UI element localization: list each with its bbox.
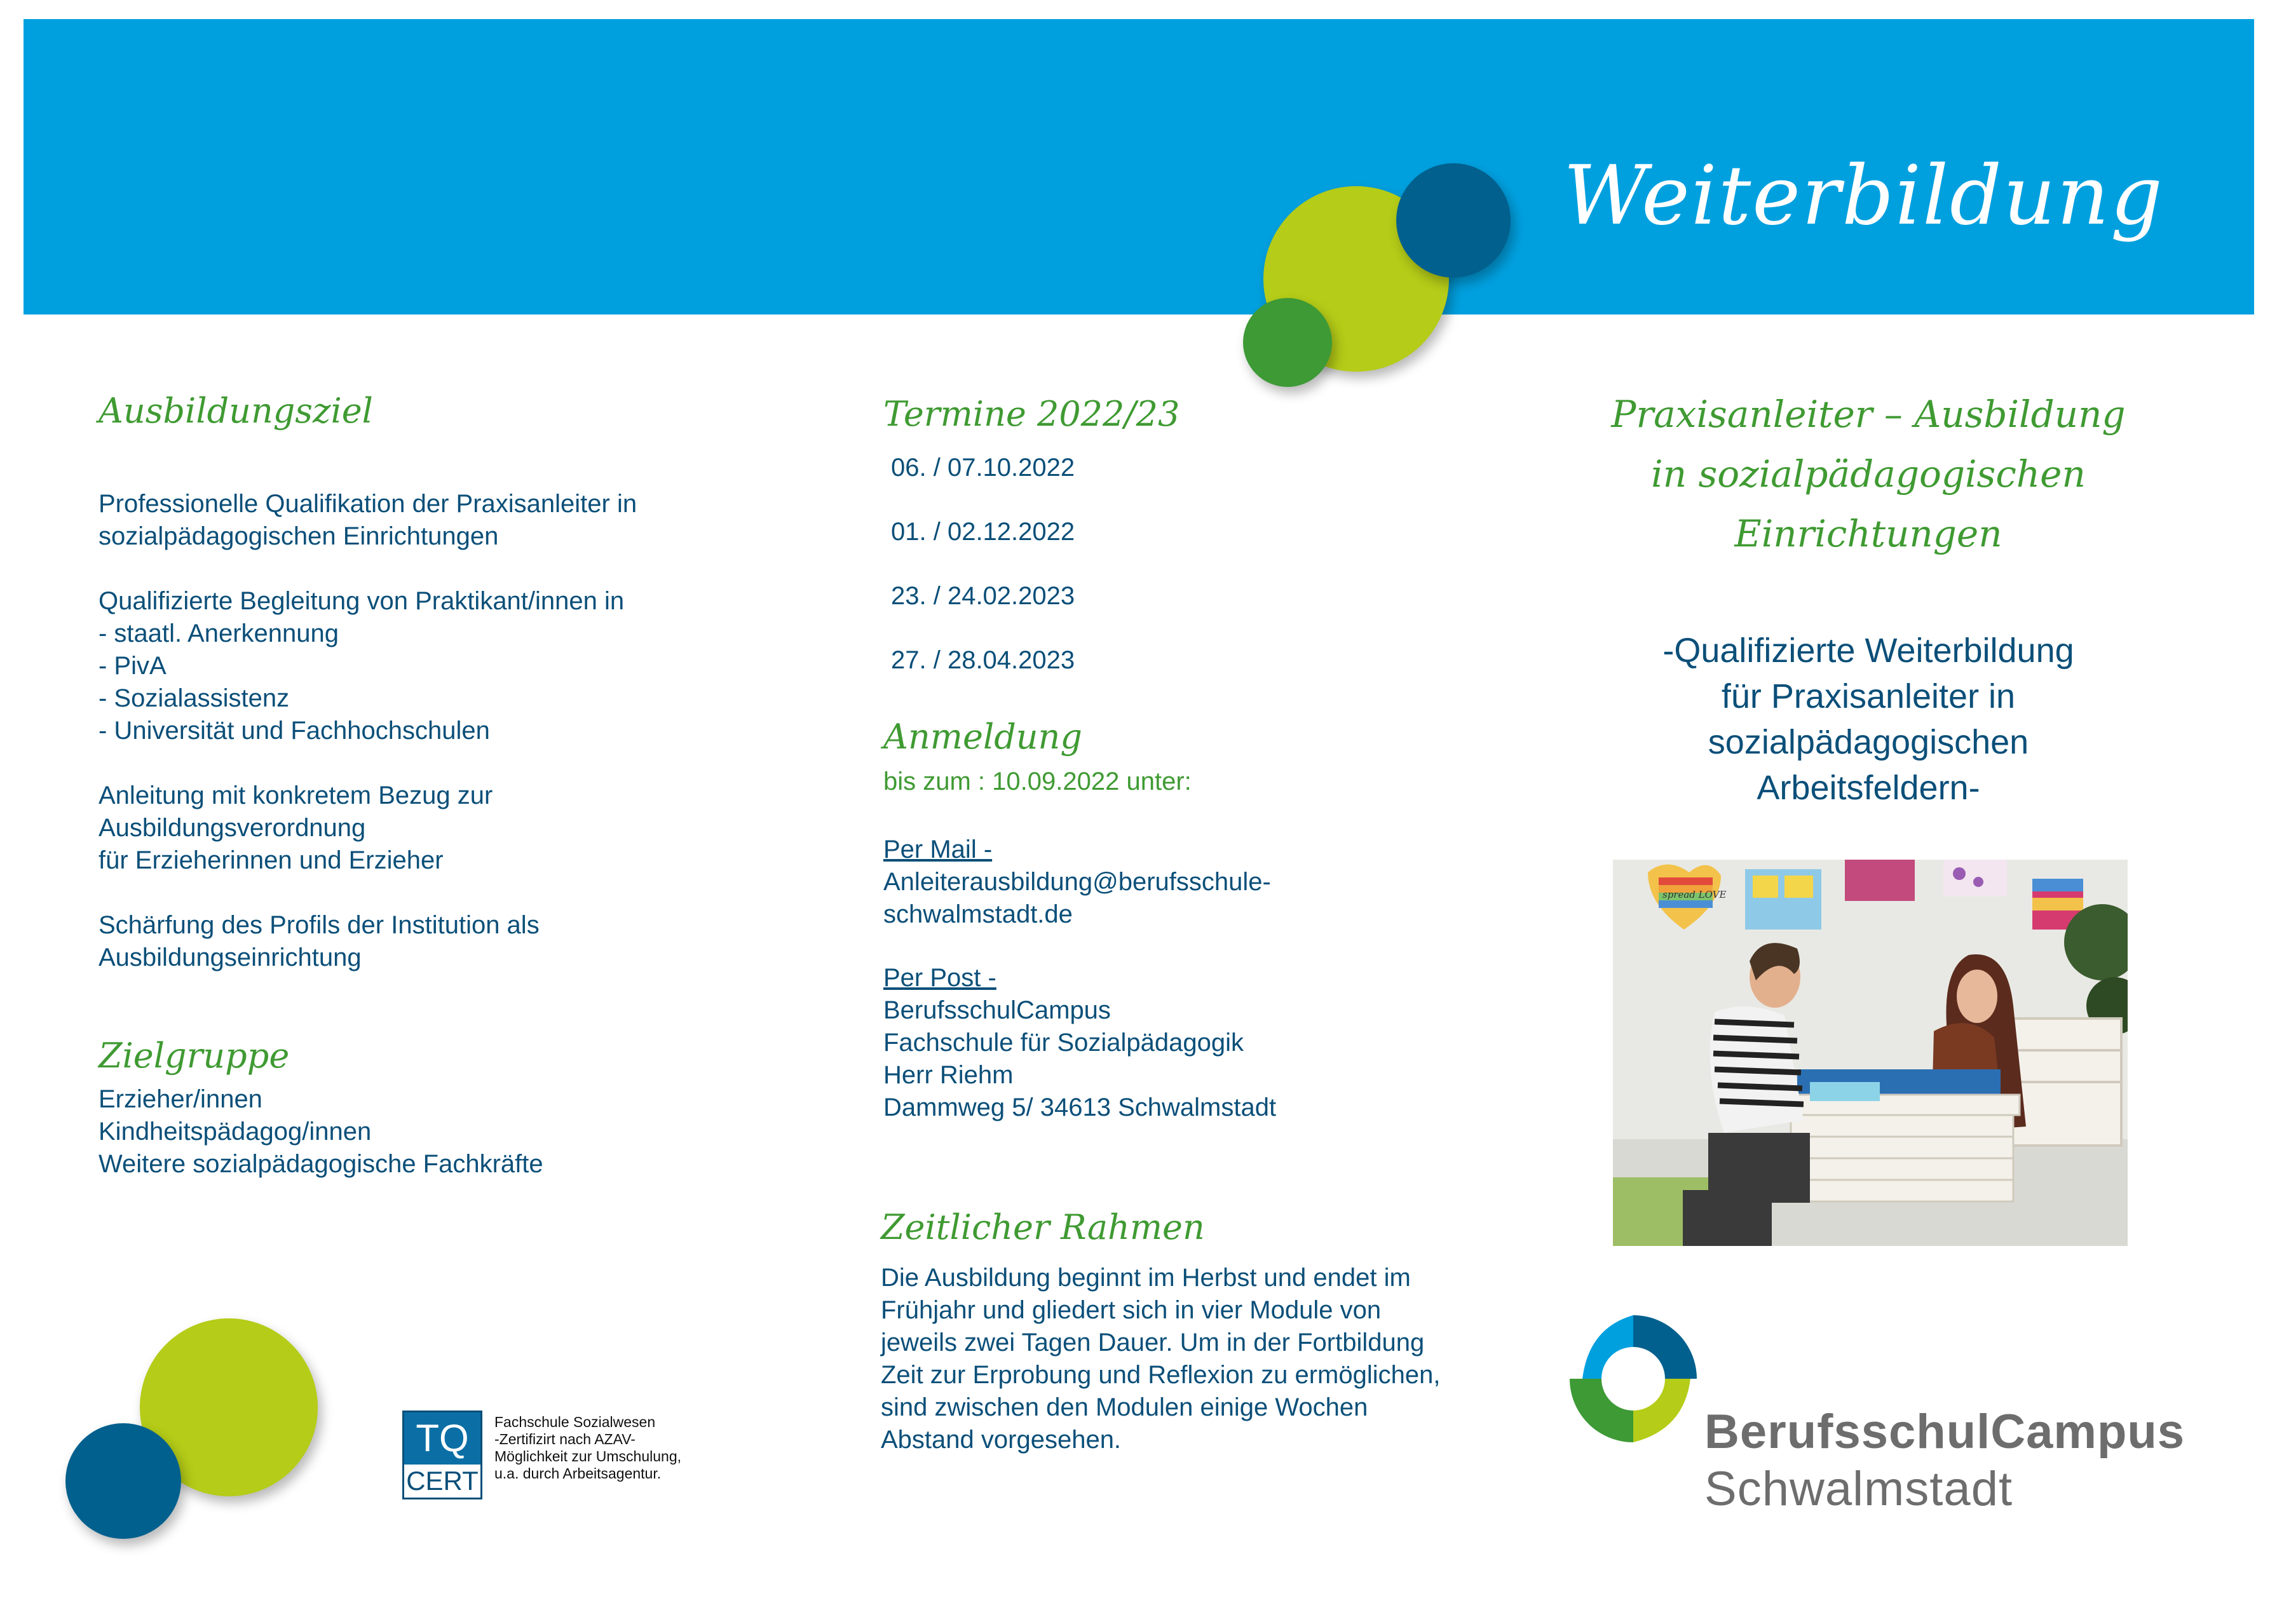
course-title: Praxisanleiter – Ausbildung in sozialpädagogischen Einrichtungen [1611,393,2126,555]
goal-paragraph: Anleitung mit konkretem Bezug zur Ausbildungsverordnung für Erzieherinnen und Erzieher [99,782,493,874]
dark-blue-circle [65,1423,181,1539]
tq-cert-logo [402,1411,482,1499]
logo-name-bold: BerufsschulCampus [1704,1405,2185,1459]
registration-heading: Anmeldung [883,717,1082,757]
post-address: BerufsschulCampus Fachschule für Sozialpädagogik Herr Riehm Dammweg 5/ 34613 Schwalmstadt [883,996,1277,1121]
dates-heading: Termine 2022/23 [883,394,1180,434]
photo-illustration [1613,860,2128,1246]
tq-logo-bottom: CERT [406,1466,479,1496]
logo-name-regular: Schwalmstadt [1704,1462,2013,1516]
target-group-list: Erzieher/innen Kindheitspädagog/innen Weitere sozialpädagogische Fachkräfte [99,1085,543,1178]
date-item: 06. / 07.10.2022 [891,454,1075,482]
date-item: 23. / 24.02.2023 [891,582,1075,610]
timeframe-heading: Zeitlicher Rahmen [881,1207,1205,1247]
green-circle [1243,298,1332,387]
dark-blue-circle [1396,163,1511,278]
dates-list [891,452,1075,709]
date-item: 01. / 02.12.2022 [891,518,1075,546]
goal-heading: Ausbildungsziel [99,391,373,431]
goal-section [99,488,798,974]
timeframe-text: Die Ausbildung beginnt im Herbst und endet im Frühjahr und gliedert sich in vier Module von jeweils zwei Tagen Dauer. Um in der Fortbildung Zeit zur Erprobung und Reflexion zu ermöglichen, sind zwischen den Modulen einige Wochen Abstand vorgesehen. [881,1264,1441,1454]
date-item: 27. / 28.04.2023 [891,646,1075,674]
certification-text: Fachschule Sozialwesen -Zertifizirt nach AZAV- Möglichkeit zur Umschulung, u.a. durch Arbeitsagentur. [494,1414,682,1482]
course-photo [1613,860,2128,1246]
banner-title: Weiterbildung [1563,149,2164,243]
poster-text: spread LOVE [1662,889,1727,900]
target-group-heading: Zielgruppe [99,1036,290,1076]
registration-post [883,962,1519,1124]
goal-paragraph: Professionelle Qualifikation der Praxisanleiter in sozialpädagogischen Einrichtungen [99,490,637,550]
tq-logo-top: TQ [404,1412,480,1465]
campus-logo-icon [1557,1303,1709,1455]
goal-paragraph: Schärfung des Profils der Institution als Ausbildungseinrichtung [99,911,540,971]
goal-paragraph: Qualifizierte Begleitung von Praktikant/innen in - staatl. Anerkennung - PivA - Sozialassistenz - Universität und Fachhochschulen [99,587,625,745]
course-subtitle: -Qualifizierte Weiterbildung für Praxisanleiter in sozialpädagogischen Arbeitsfeldern- [1662,632,2074,807]
mail-address-link[interactable]: Anleiterausbildung@berufsschule- schwalmstadt.de [883,868,1271,928]
post-label: Per Post - [883,964,996,992]
registration-deadline: bis zum : 10.09.2022 unter: [883,768,1192,795]
registration-mail [883,834,1519,931]
mail-label: Per Mail - [883,836,993,863]
